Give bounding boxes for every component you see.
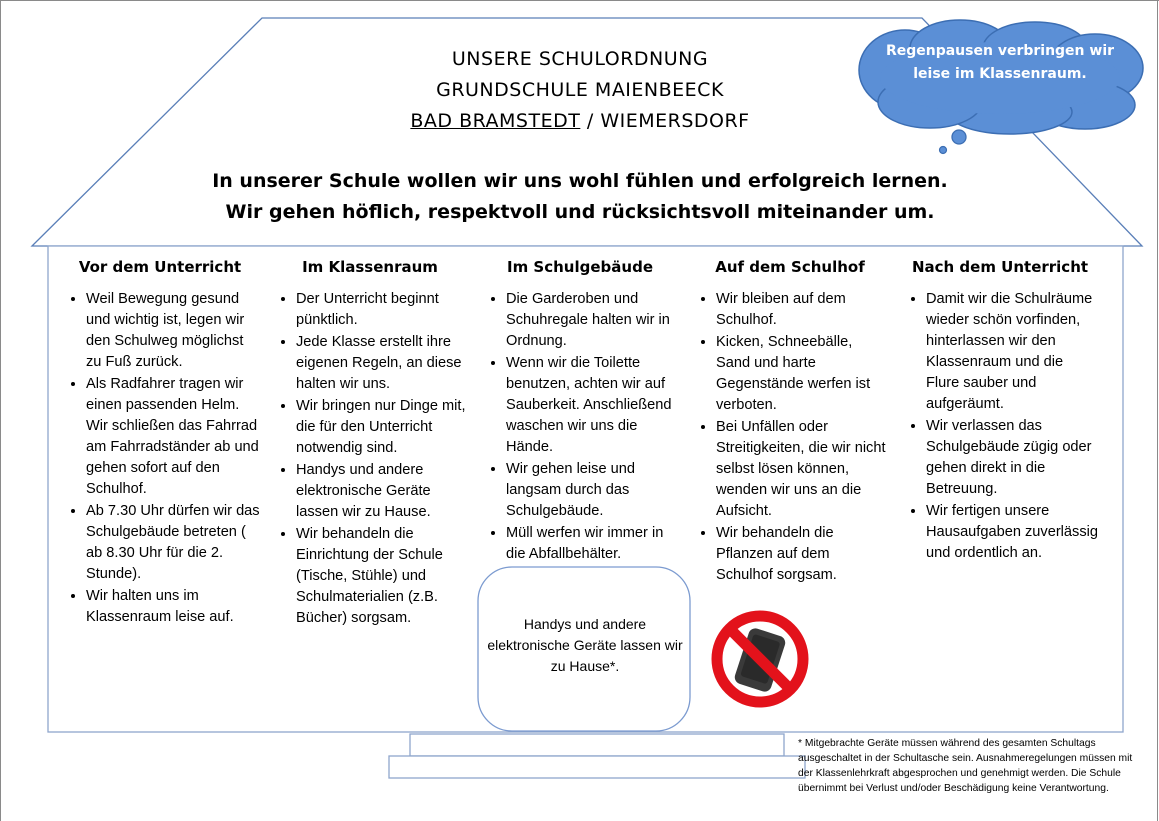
list-item: • Als Radfahrer tragen wir einen passenden Helm. Wir schließen das Fahrrad am Fahrradständer ab und gehen sofort auf den Schulhof. [86, 373, 260, 500]
list-item: • Wir gehen leise und langsam durch das Schulgebäude. [506, 458, 680, 522]
column-vor-dem-unterricht [60, 255, 260, 628]
title-location-rest: / WIEMERSDORF [580, 110, 750, 132]
door-box-text: Handys und andere elektronische Geräte lassen wir zu Hause*. [487, 616, 683, 674]
column-heading: Nach dem Unterricht [911, 258, 1089, 276]
list-item: • Ab 7.30 Uhr dürfen wir das Schulgebäude betreten ( ab 8.30 Uhr für die 2. Stunde). [86, 500, 260, 585]
list-item: • Jede Klasse erstellt ihre eigenen Regeln, an diese halten wir uns. [296, 331, 470, 395]
rule-list [480, 288, 680, 565]
list-item: • Wir fertigen unsere Hausaufgaben zuverlässig und ordentlich an. [926, 500, 1100, 564]
list-item: • Wir verlassen das Schulgebäude zügig oder gehen direkt in die Betreuung. [926, 415, 1100, 500]
column-im-klassenraum [270, 255, 470, 629]
page-title [230, 44, 930, 137]
column-nach-dem-unterricht [900, 255, 1100, 564]
intro-line-2: Wir gehen höflich, respektvoll und rücksichtsvoll miteinander um. [225, 201, 935, 223]
title-location-underlined: BAD BRAMSTEDT [410, 110, 581, 132]
rule-list [690, 288, 890, 586]
list-item: • Wir behandeln die Einrichtung der Schule (Tische, Stühle) und Schulmaterialien (z.B. Bücher) sorgsam. [296, 523, 470, 629]
list-item: • Wir halten uns im Klassenraum leise auf. [86, 585, 260, 628]
column-auf-dem-schulhof [690, 255, 890, 586]
list-item: • Bei Unfällen oder Streitigkeiten, die wir nicht selbst lösen können, wenden wir uns an die Aufsicht. [716, 416, 890, 522]
cloud-note: Regenpausen verbringen wir leise im Klassenraum. [885, 43, 1115, 82]
list-item: • Kicken, Schneebälle, Sand und harte Gegenstände werfen ist verboten. [716, 331, 890, 416]
intro-line-1: In unserer Schule wollen wir uns wohl fühlen und erfolgreich lernen. [212, 170, 948, 192]
list-item: • Wir bringen nur Dinge mit, die für den Unterricht notwendig sind. [296, 395, 470, 459]
column-im-schulgebaeude [480, 255, 680, 565]
list-item: • Die Garderoben und Schuhregale halten wir in Ordnung. [506, 288, 680, 352]
title-line-1: UNSERE SCHULORDNUNG [451, 48, 709, 70]
column-heading: Im Klassenraum [302, 258, 438, 276]
rule-list [270, 288, 470, 629]
rule-list [900, 288, 1100, 564]
list-item: • Wir behandeln die Pflanzen auf dem Schulhof sorgsam. [716, 522, 890, 586]
title-line-3 [230, 106, 930, 137]
rule-list [60, 288, 260, 628]
column-heading: Im Schulgebäude [507, 258, 653, 276]
house-step-upper [410, 734, 784, 756]
column-heading: Auf dem Schulhof [715, 258, 865, 276]
list-item: • Damit wir die Schulräume wieder schön vorfinden, hinterlassen wir den Klassenraum und die Flure sauber und aufgeräumt. [926, 288, 1100, 415]
intro-text [130, 166, 1030, 228]
list-item: • Der Unterricht beginnt pünktlich. [296, 288, 470, 331]
list-item: • Wir bleiben auf dem Schulhof. [716, 288, 890, 331]
list-item: • Müll werfen wir immer in die Abfallbehälter. [506, 522, 680, 565]
house-step-lower [389, 756, 805, 778]
list-item: • Wenn wir die Toilette benutzen, achten wir auf Sauberkeit. Anschließend waschen wir uns die Hände. [506, 352, 680, 458]
footnote: * Mitgebrachte Geräte müssen während des gesamten Schultags ausgeschaltet in der Schultasche sein. Ausnahmeregelungen müssen mit der Klassenlehrkraft abgesprochen und genehmigt werden. Die Schule übernimmt bei Verlust und/oder Beschädigung keine Verantwortung. [798, 738, 1133, 794]
title-line-2: GRUNDSCHULE MAIENBEECK [436, 79, 724, 101]
column-heading: Vor dem Unterricht [78, 258, 242, 276]
list-item: • Weil Bewegung gesund und wichtig ist, legen wir den Schulweg möglichst zu Fuß zurück. [86, 288, 260, 373]
list-item: • Handys und andere elektronische Geräte lassen wir zu Hause. [296, 459, 470, 523]
